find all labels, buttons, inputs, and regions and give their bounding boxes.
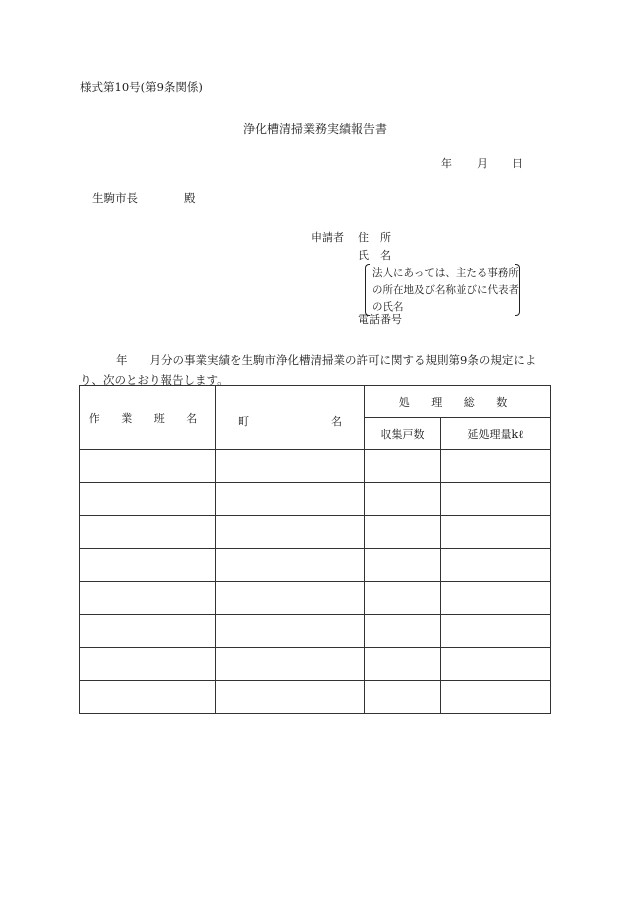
date-year-label: 年 — [441, 157, 452, 170]
households-cell[interactable] — [365, 549, 441, 582]
header-volume: 延処理量kℓ — [441, 418, 551, 450]
report-table — [79, 385, 551, 714]
team-name-cell[interactable] — [80, 450, 216, 483]
town-name-cell[interactable] — [216, 549, 365, 582]
table-row — [80, 516, 551, 549]
table-row — [80, 582, 551, 615]
table-row — [80, 648, 551, 681]
document-title: 浄化槽清掃業務実績報告書 — [242, 122, 387, 136]
volume-cell[interactable] — [441, 582, 551, 615]
header-town-left: 町 — [238, 415, 249, 428]
table-row — [80, 615, 551, 648]
households-cell[interactable] — [365, 648, 441, 681]
volume-cell[interactable] — [441, 450, 551, 483]
header-team-name — [80, 386, 216, 450]
households-cell[interactable] — [365, 615, 441, 648]
addressee-honorific: 殿 — [184, 191, 196, 205]
team-name-cell[interactable] — [80, 582, 216, 615]
households-cell[interactable] — [365, 450, 441, 483]
town-name-cell[interactable] — [216, 681, 365, 714]
addressee-name: 生駒市長 — [92, 191, 138, 205]
households-cell[interactable] — [365, 483, 441, 516]
team-name-cell[interactable] — [80, 648, 216, 681]
statement-text: 月分の事業実績を生駒市浄化槽清掃業の許可に関する規則第9条の規定により、次のとおり報告します。 — [80, 353, 537, 387]
team-name-cell[interactable] — [80, 483, 216, 516]
town-name-cell[interactable] — [216, 582, 365, 615]
households-cell[interactable] — [365, 516, 441, 549]
date-month-label: 月 — [477, 157, 488, 170]
town-name-cell[interactable] — [216, 483, 365, 516]
left-bracket — [365, 264, 370, 316]
header-town-name — [216, 386, 365, 450]
volume-cell[interactable] — [441, 549, 551, 582]
applicant-label: 申請者 — [311, 231, 344, 244]
team-name-cell[interactable] — [80, 681, 216, 714]
volume-cell[interactable] — [441, 483, 551, 516]
table-row — [80, 483, 551, 516]
corporate-note: 法人にあっては、主たる事務所の所在地及び名称並びに代表者の氏名 — [372, 267, 519, 313]
right-bracket — [515, 264, 520, 316]
name-label: 氏 名 — [358, 249, 391, 262]
table-row — [80, 681, 551, 714]
date-day-label: 日 — [512, 157, 523, 170]
statement-year-word: 年 — [116, 353, 128, 367]
town-name-cell[interactable] — [216, 615, 365, 648]
table-row — [80, 549, 551, 582]
header-households: 収集戸数 — [365, 418, 441, 450]
households-cell[interactable] — [365, 582, 441, 615]
town-name-cell[interactable] — [216, 648, 365, 681]
households-cell[interactable] — [365, 681, 441, 714]
volume-cell[interactable] — [441, 615, 551, 648]
header-town-right: 名 — [331, 415, 342, 428]
team-name-cell[interactable] — [80, 615, 216, 648]
form-number: 様式第10号(第9条関係) — [80, 80, 203, 94]
header-processing-total-text: 処 理 総 数 — [398, 395, 517, 409]
phone-label: 電話番号 — [358, 313, 402, 326]
header-processing-total — [365, 386, 551, 418]
town-name-cell[interactable] — [216, 516, 365, 549]
team-name-cell[interactable] — [80, 549, 216, 582]
report-statement — [80, 350, 555, 390]
header-team-name-text: 作 業 班 名 — [88, 411, 207, 425]
volume-cell[interactable] — [441, 681, 551, 714]
town-name-cell[interactable] — [216, 450, 365, 483]
address-label: 住 所 — [358, 231, 391, 244]
team-name-cell[interactable] — [80, 516, 216, 549]
table-row — [80, 450, 551, 483]
table-body — [80, 450, 551, 714]
volume-cell[interactable] — [441, 516, 551, 549]
volume-cell[interactable] — [441, 648, 551, 681]
